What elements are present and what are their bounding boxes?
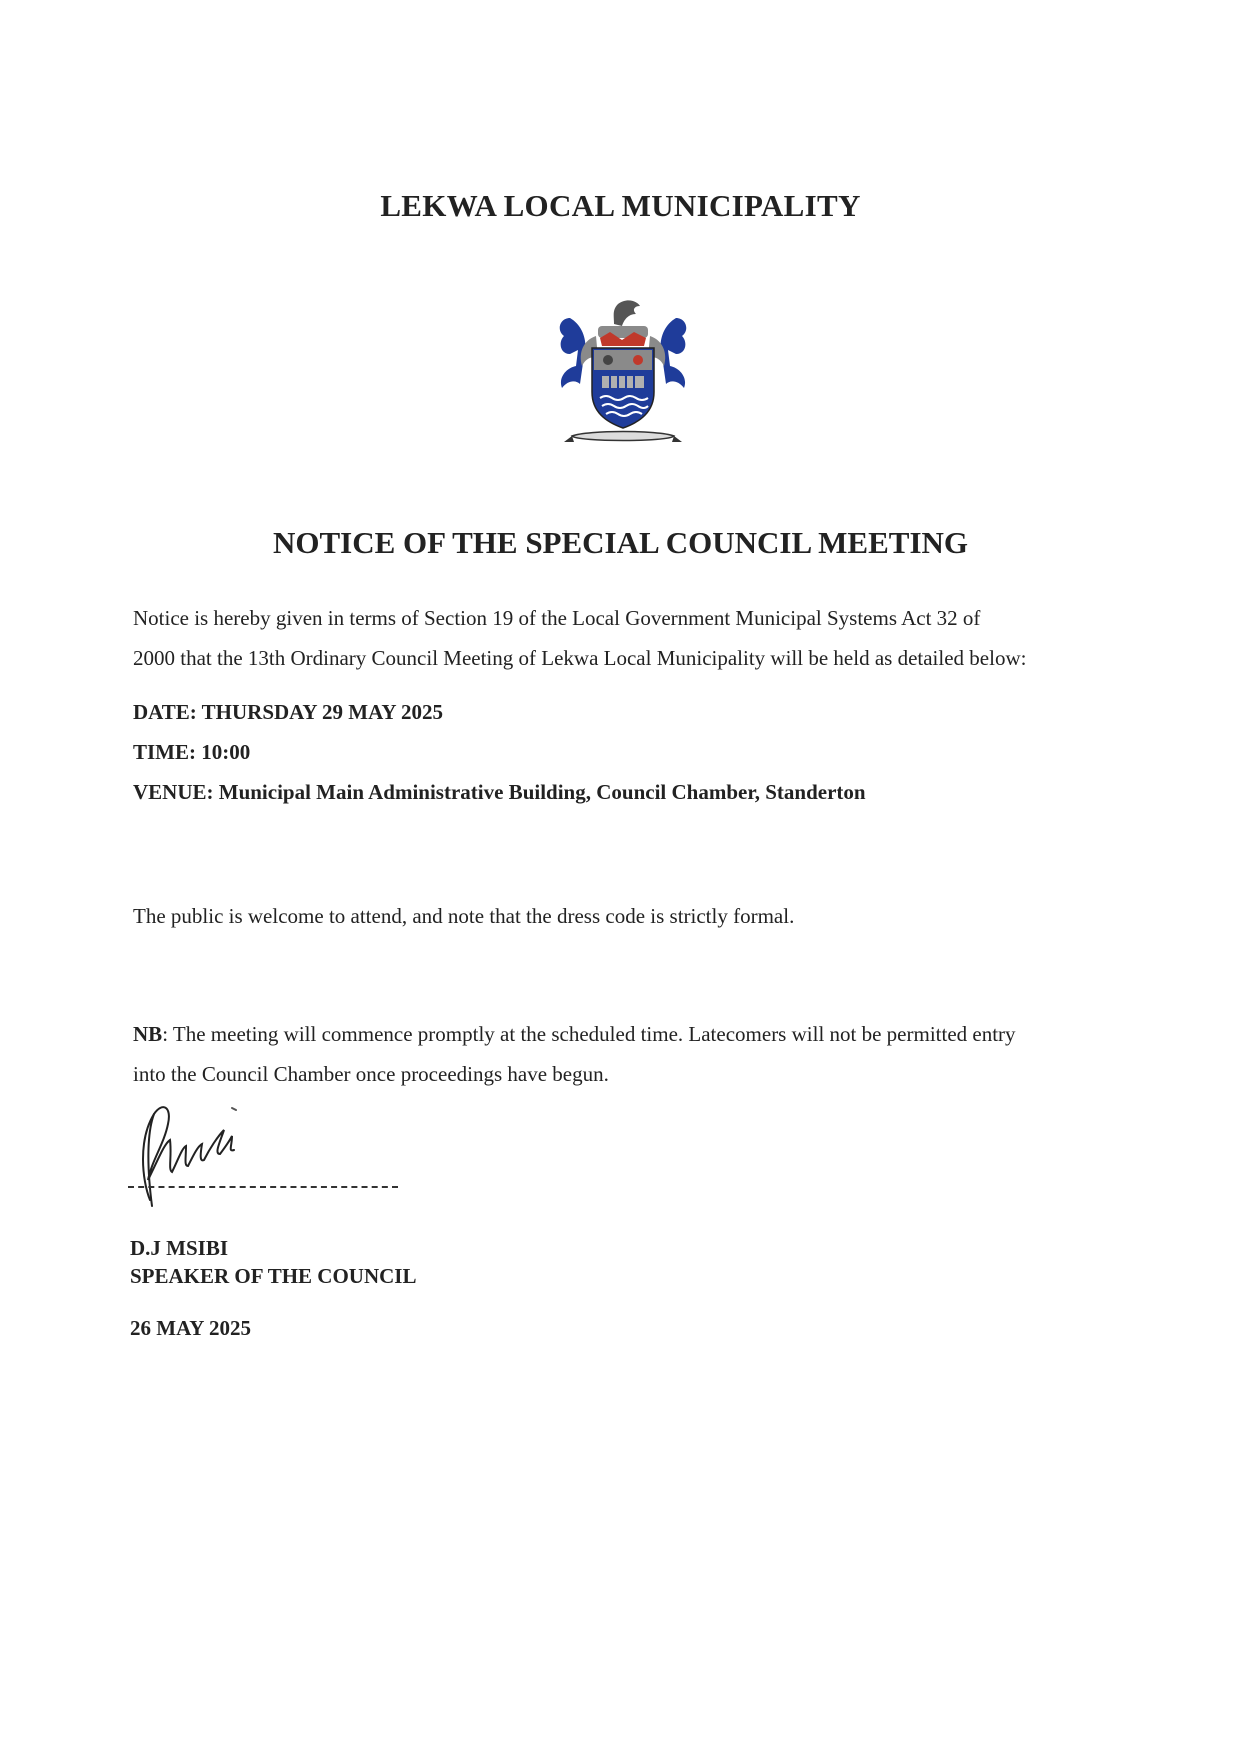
signature-line	[128, 1186, 398, 1188]
notice-title: NOTICE OF THE SPECIAL COUNCIL MEETING	[272, 525, 969, 560]
intro-line-2: 2000 that the 13th Ordinary Council Meeting of Lekwa Local Municipality will be held as detailed below:	[133, 646, 1027, 670]
intro-paragraph	[133, 598, 1133, 678]
nb-line-2: into the Council Chamber once proceedings have begun.	[133, 1062, 609, 1086]
municipality-title: LEKWA LOCAL MUNICIPALITY	[380, 188, 861, 223]
nb-paragraph	[133, 1014, 1133, 1094]
nb-label: NB	[133, 1022, 163, 1046]
coat-of-arms-icon	[548, 296, 698, 456]
handwritten-signature	[128, 1100, 408, 1210]
nb-line-1	[133, 1014, 1133, 1054]
meeting-time: TIME: 10:00	[133, 740, 251, 764]
signatory-name: D.J MSIBI	[130, 1236, 229, 1260]
meeting-date: DATE: THURSDAY 29 MAY 2025	[133, 700, 443, 724]
signatory-role: SPEAKER OF THE COUNCIL	[130, 1264, 417, 1288]
nb-text: : The meeting will commence promptly at the scheduled time. Latecomers will not be permitted entry	[162, 1022, 1016, 1046]
signature-date: 26 MAY 2025	[130, 1316, 251, 1340]
intro-line-1: Notice is hereby given in terms of Section 19 of the Local Government Municipal Systems Act 32 of	[133, 606, 981, 630]
public-attendance-note: The public is welcome to attend, and note that the dress code is strictly formal.	[133, 904, 795, 928]
meeting-venue: VENUE: Municipal Main Administrative Building, Council Chamber, Standerton	[133, 780, 866, 804]
